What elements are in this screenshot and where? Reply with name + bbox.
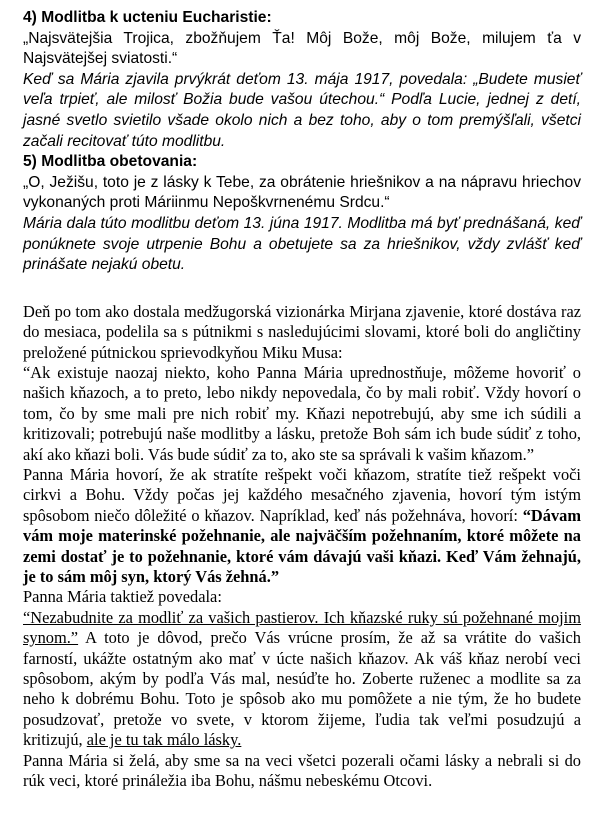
blessing-quote: “Dávam vám moje materinské požehnanie, ale najväčším požehnaním, ktoré môžete na zemi dostať je to požehnanie, ktoré vám dávajú vaši kňazi. Keď Vám žehnajú, je to sám môj syn, ktorý Vás žehná.” — [23, 505, 581, 586]
section-4-note: Keď sa Mária zjavila prvýkrát deťom 13. mája 1917, povedala: „Budete musieť veľa trpieť, ale milosť Božia bude vašou útechou.“ Podľa Lucie, jednej z detí, jasné svetlo svietilo všade okolo nich a bez toho, aby o tom premýšľali, všetci začali recitovať túto modlitbu. — [23, 70, 581, 150]
section-5-note: Mária dala túto modlitbu deťom 13. júna 1917. Modlitba má byť prednášaná, keď ponúknete svoje utrpenie Bohu a obetujete sa za hriešnikov, vždy zvlášť keď prinášate nejakú obetu. — [23, 214, 581, 274]
section-5-heading: 5) Modlitba obetovania: — [23, 153, 198, 171]
paragraph-quote: “Ak existuje naozaj niekto, koho Panna Mária uprednostňuje, môžeme hovoriť o našich kňazoch, a to preto, lebo nikdy nepovedala, čo by mali robiť. Vždy hovorí o tom, čo by sme mali pre nich robiť my. Kňazi nepotrebujú, aby sme ich súdili a kritizovali; potrebujú naše modlitby a lásku, pretože Boh sám ich bude súdiť z toho, akí ako kňazi boli. Vás bude súdiť za to, ako ste sa správali k vašim kňazom.” — [23, 362, 581, 464]
article-body — [23, 302, 581, 792]
paragraph-pastors — [23, 608, 581, 751]
paragraph-closing: Panna Mária si želá, aby sme sa na veci všetci pozerali očami lásky a nebrali si do rúk veci, ktoré prináležia iba Bohu, nášmu nebeskému Otcovi. — [23, 750, 581, 791]
section-4-prayer: „Najsvätejšia Trojica, zbožňujem Ťa! Môj Bože, môj Bože, milujem ťa v Najsvätejšej sviatosti.“ — [23, 29, 581, 68]
spacer — [23, 276, 581, 302]
paragraph-also-said: Panna Mária taktiež povedala: — [23, 587, 222, 607]
section-4 — [23, 8, 581, 152]
little-love-text: ale je tu tak málo lásky. — [86, 730, 242, 750]
section-5 — [23, 152, 581, 276]
pastors-quote: “Nezabudnite za modliť za vašich pastierov. Ich kňazské ruky sú požehnané mojim synom.” — [23, 607, 581, 648]
paragraph-blessing — [23, 465, 581, 587]
section-5-prayer: „O, Ježišu, toto je z lásky k Tebe, za obrátenie hriešnikov a na nápravu hriechov vykonaných proti Máriinmu Nepoškvrnenému Srdcu.“ — [23, 173, 581, 212]
document-page — [23, 8, 581, 791]
blessing-text: Panna Mária hovorí, že ak stratíte rešpekt voči kňazom, stratíte tiež rešpekt voči cirkvi a Bohu. Vždy počas jej každého mesačného zjavenia, hovorí tým istým spôsobom niečo dôležité o kňazov. Napríklad, keď nás požehnáva, hovorí: — [23, 464, 581, 525]
paragraph-intro: Deň po tom ako dostala medžugorská vizionárka Mirjana zjavenie, ktoré dostáva raz do mesiaca, podelila sa s pútnikmi s nasledujúcimi slovami, ktoré boli do angličtiny preložené pútnickou sprievodkyňou Miku Musa: — [23, 301, 581, 362]
section-4-heading: 4) Modlitba k ucteniu Eucharistie: — [23, 9, 272, 26]
pastors-text: A toto je dôvod, prečo Vás vrúcne prosím, že až sa vrátite do vašich farností, ukážte ostatným ako mať v úcte našich kňazov. Ak váš kňaz nerobí veci spôsobom, akým by podľa Vás mal, nesúďte ho. Zoberte ruženec a modlite sa za neho k dobrému Bohu. Toto je spôsob ako mu pomôžete a nie tým, že ho budete posudzovať, pretože vo svete, v ktorom žijeme, ľudia tak veľmi posudzujú a kritizujú, — [23, 628, 581, 750]
